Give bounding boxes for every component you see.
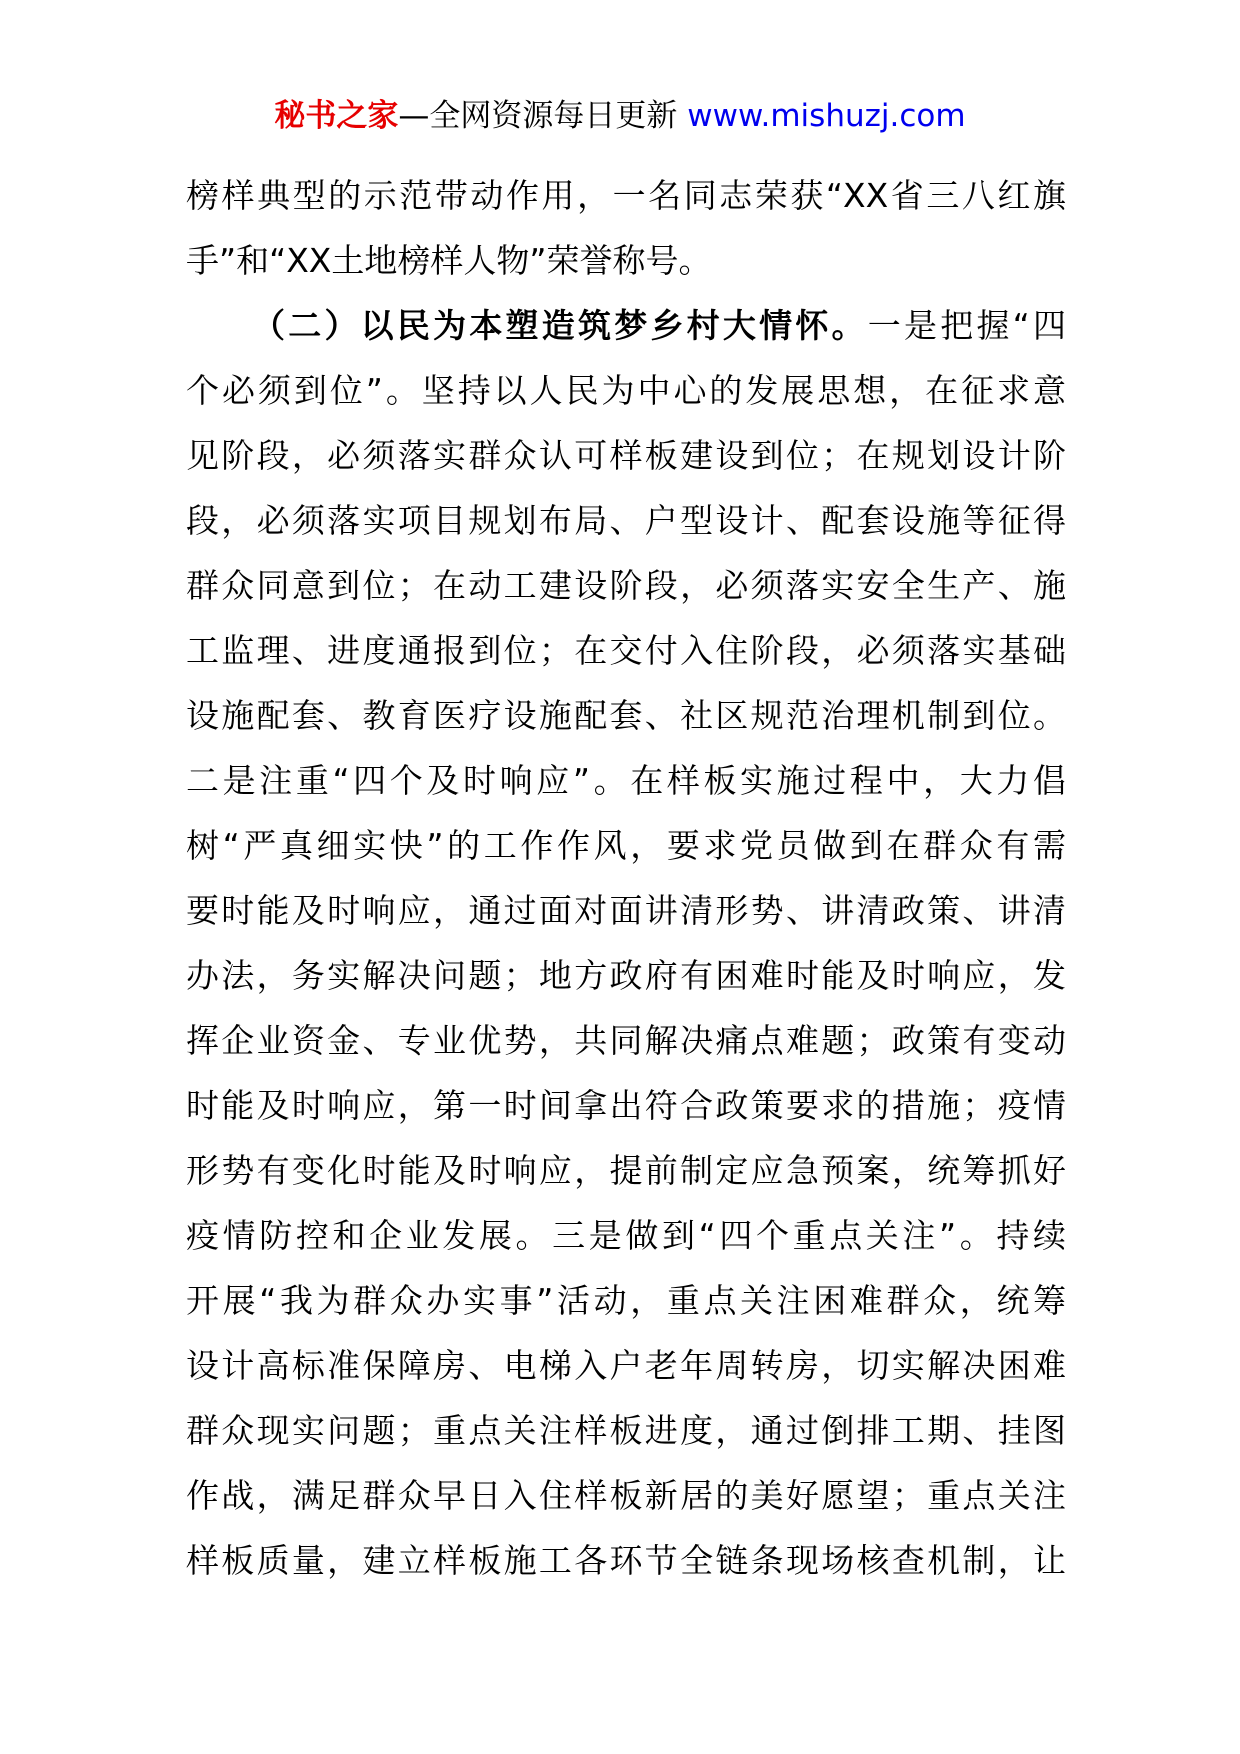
section-heading-line: [186, 293, 1066, 358]
text-line: 样板质量，建立样板施工各环节全链条现场核查机制，让: [186, 1541, 1066, 1580]
text-line: 要时能及时响应，通过面对面讲清形势、讲清政策、讲清: [186, 891, 1066, 930]
text-line: 开展“我为群众办实事”活动，重点关注困难群众，统筹: [186, 1281, 1066, 1320]
site-brand: 秘书之家: [274, 98, 399, 134]
text-line: 工监理、进度通报到位；在交付入住阶段，必须落实基础: [186, 631, 1066, 670]
text-line: 榜样典型的示范带动作用，一名同志荣获“XX省三八红旗: [186, 176, 1066, 215]
site-header: [0, 96, 1240, 136]
text-line: 手”和“XX土地榜样人物”荣誉称号。: [186, 241, 712, 280]
text-line: 树“严真细实快”的工作作风，要求党员做到在群众有需: [186, 826, 1066, 865]
text-line: 群众现实问题；重点关注样板进度，通过倒排工期、挂图: [186, 1411, 1066, 1450]
text-line: 办法，务实解决问题；地方政府有困难时能及时响应，发: [186, 956, 1066, 995]
site-tagline: —全网资源每日更新: [398, 98, 678, 134]
text-line: 挥企业资金、专业优势，共同解决痛点难题；政策有变动: [186, 1021, 1066, 1060]
text-line: 见阶段，必须落实群众认可样板建设到位；在规划设计阶: [186, 436, 1066, 475]
text-line: 一是把握“四: [867, 306, 1066, 345]
text-line: 作战，满足群众早日入住样板新居的美好愿望；重点关注: [186, 1476, 1066, 1515]
text-line: 设计高标准保障房、电梯入户老年周转房，切实解决困难: [186, 1346, 1066, 1385]
text-line: 个必须到位”。坚持以人民为中心的发展思想，在征求意: [186, 371, 1066, 410]
section-heading: （二）以民为本塑造筑梦乡村大情怀。: [252, 306, 868, 345]
text-line: 时能及时响应，第一时间拿出符合政策要求的措施；疫情: [186, 1086, 1066, 1125]
text-line: 形势有变化时能及时响应，提前制定应急预案，统筹抓好: [186, 1151, 1066, 1190]
document-body: [186, 163, 1066, 1593]
text-line: 疫情防控和企业发展。三是做到“四个重点关注”。持续: [186, 1216, 1066, 1255]
text-line: 段，必须落实项目规划布局、户型设计、配套设施等征得: [186, 501, 1066, 540]
text-line: 群众同意到位；在动工建设阶段，必须落实安全生产、施: [186, 566, 1066, 605]
text-line: 设施配套、教育医疗设施配套、社区规范治理机制到位。: [186, 696, 1066, 735]
site-url-link[interactable]: www.mishuzj.com: [687, 98, 966, 134]
text-line: 二是注重“四个及时响应”。在样板实施过程中，大力倡: [186, 761, 1066, 800]
